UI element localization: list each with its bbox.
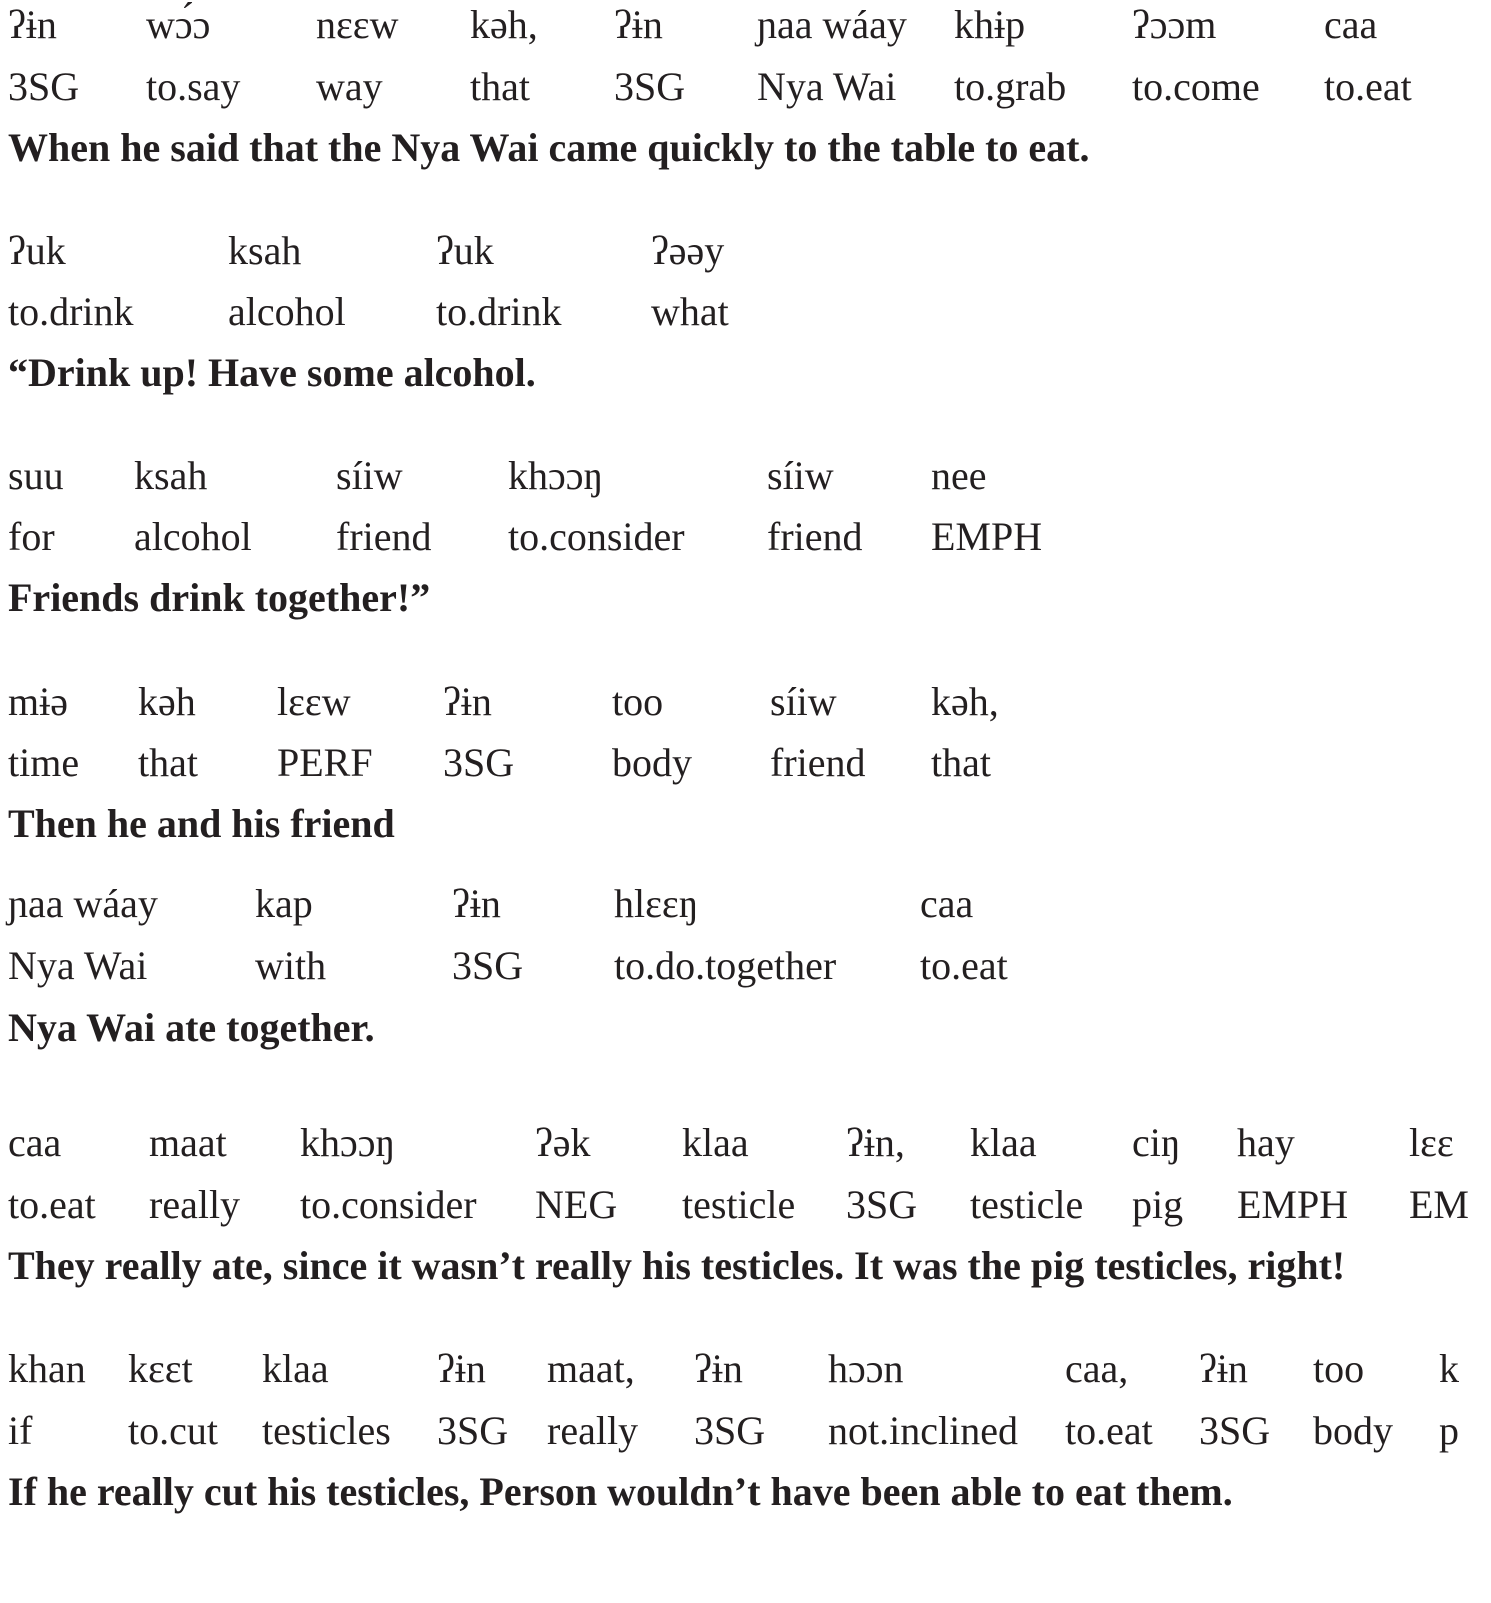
vernacular-word: ʔɨn <box>694 1346 743 1391</box>
vernacular-word: hɔɔn <box>828 1346 904 1391</box>
vernacular-word: ksah <box>134 453 208 498</box>
gloss-word: time <box>8 740 80 785</box>
vernacular-word: ʔɨn, <box>846 1120 905 1165</box>
vernacular-word: kəh, <box>931 679 999 724</box>
vernacular-line <box>0 879 1491 929</box>
vernacular-line <box>0 451 1491 501</box>
gloss-word: Nya Wai <box>8 943 148 988</box>
free-translation: “Drink up! Have some alcohol. <box>8 350 536 395</box>
gloss-line <box>0 738 1491 788</box>
gloss-word: friend <box>767 514 863 559</box>
vernacular-word: kap <box>255 881 313 926</box>
vernacular-word: klaa <box>970 1120 1037 1165</box>
vernacular-word: hlɛɛŋ <box>614 881 699 926</box>
gloss-word: if <box>8 1408 33 1453</box>
vernacular-line <box>0 1118 1491 1168</box>
vernacular-word: ʔuk <box>8 228 66 273</box>
vernacular-word: ɲaa wáay <box>757 2 907 47</box>
gloss-word: testicle <box>682 1182 796 1227</box>
vernacular-word: lɛɛw <box>277 679 351 724</box>
vernacular-word: ʔɔɔm <box>1132 2 1217 47</box>
gloss-word: 3SG <box>452 943 524 988</box>
vernacular-word: síiw <box>770 679 837 724</box>
gloss-word: alcohol <box>134 514 252 559</box>
gloss-word: to.come <box>1132 64 1260 109</box>
free-translation: They really ate, since it wasn’t really his testicles. It was the pig testicles, right! <box>8 1243 1346 1288</box>
gloss-word: to.drink <box>436 289 562 334</box>
gloss-word: for <box>8 514 55 559</box>
vernacular-line <box>0 0 1491 50</box>
vernacular-word: caa <box>8 1120 62 1165</box>
vernacular-line <box>0 1344 1491 1394</box>
free-translation: When he said that the Nya Wai came quickly to the table to eat. <box>8 125 1090 170</box>
free-translation: Friends drink together!” <box>8 575 431 620</box>
vernacular-word: ʔək <box>535 1120 591 1165</box>
gloss-word: to.do.together <box>614 943 837 988</box>
vernacular-word: too <box>1313 1346 1365 1391</box>
gloss-line <box>0 512 1491 562</box>
vernacular-word: khɔɔŋ <box>508 453 604 498</box>
gloss-word: that <box>931 740 991 785</box>
vernacular-word: k <box>1439 1346 1459 1391</box>
vernacular-word: klaa <box>262 1346 329 1391</box>
vernacular-word: klaa <box>682 1120 749 1165</box>
vernacular-word: nee <box>931 453 987 498</box>
free-translation: Then he and his friend <box>8 801 395 846</box>
gloss-word: 3SG <box>443 740 515 785</box>
gloss-word: PERF <box>277 740 373 785</box>
gloss-word: pig <box>1132 1182 1184 1227</box>
gloss-word: with <box>255 943 327 988</box>
gloss-word: 3SG <box>614 64 686 109</box>
vernacular-word: ksah <box>228 228 302 273</box>
vernacular-word: khɔɔŋ <box>300 1120 396 1165</box>
vernacular-word: ʔɨn <box>1199 1346 1248 1391</box>
vernacular-word: maat, <box>547 1346 635 1391</box>
vernacular-word: síiw <box>336 453 403 498</box>
vernacular-word: maat <box>149 1120 227 1165</box>
vernacular-word: too <box>612 679 664 724</box>
vernacular-word: hay <box>1237 1120 1295 1165</box>
gloss-word: testicle <box>970 1182 1084 1227</box>
gloss-word: to.drink <box>8 289 134 334</box>
vernacular-word: ʔuk <box>436 228 494 273</box>
gloss-line <box>0 941 1491 991</box>
vernacular-word: ciŋ <box>1132 1120 1181 1165</box>
gloss-word: to.consider <box>508 514 685 559</box>
vernacular-word: caa <box>1324 2 1378 47</box>
gloss-word: really <box>547 1408 639 1453</box>
gloss-word: 3SG <box>846 1182 918 1227</box>
vernacular-word: ʔɨn <box>437 1346 486 1391</box>
gloss-word: EMPH <box>931 514 1043 559</box>
gloss-word: to.eat <box>1324 64 1412 109</box>
free-translation: If he really cut his testicles, Person wouldn’t have been able to eat them. <box>8 1469 1233 1514</box>
gloss-line <box>0 287 1491 337</box>
gloss-word: p <box>1439 1408 1459 1453</box>
gloss-word: EMPH <box>1237 1182 1349 1227</box>
gloss-word: friend <box>770 740 866 785</box>
gloss-word: not.inclined <box>828 1408 1018 1453</box>
vernacular-word: kəh, <box>470 2 538 47</box>
gloss-word: really <box>149 1182 241 1227</box>
free-translation: Nya Wai ate together. <box>8 1005 375 1050</box>
vernacular-word: suu <box>8 453 64 498</box>
gloss-word: body <box>612 740 692 785</box>
gloss-word: 3SG <box>1199 1408 1271 1453</box>
vernacular-word: síiw <box>767 453 834 498</box>
vernacular-word: khan <box>8 1346 86 1391</box>
gloss-word: that <box>470 64 530 109</box>
vernacular-word: kɛɛt <box>128 1346 193 1391</box>
gloss-word: alcohol <box>228 289 346 334</box>
gloss-word: way <box>316 64 383 109</box>
gloss-word: to.cut <box>128 1408 218 1453</box>
vernacular-line <box>0 677 1491 727</box>
gloss-word: to.consider <box>300 1182 477 1227</box>
vernacular-word: wɔ́ɔ <box>146 2 211 47</box>
gloss-word: friend <box>336 514 432 559</box>
vernacular-word: caa <box>920 881 974 926</box>
gloss-word: testicles <box>262 1408 391 1453</box>
gloss-line <box>0 62 1491 112</box>
gloss-line <box>0 1180 1491 1230</box>
vernacular-word: lɛɛ <box>1409 1120 1454 1165</box>
vernacular-word: kəh <box>138 679 196 724</box>
vernacular-word: ɲaa wáay <box>8 881 158 926</box>
gloss-line <box>0 1406 1491 1456</box>
gloss-word: to.eat <box>8 1182 96 1227</box>
vernacular-line <box>0 226 1491 276</box>
gloss-word: to.eat <box>1065 1408 1153 1453</box>
vernacular-word: ʔəəy <box>651 228 725 273</box>
vernacular-word: caa, <box>1065 1346 1129 1391</box>
gloss-word: to.eat <box>920 943 1008 988</box>
gloss-word: EM <box>1409 1182 1469 1227</box>
gloss-word: to.say <box>146 64 241 109</box>
vernacular-word: ʔɨn <box>452 881 501 926</box>
gloss-word: NEG <box>535 1182 618 1227</box>
gloss-word: 3SG <box>694 1408 766 1453</box>
vernacular-word: mɨə <box>8 679 68 724</box>
gloss-word: 3SG <box>8 64 80 109</box>
gloss-word: body <box>1313 1408 1393 1453</box>
gloss-word: Nya Wai <box>757 64 897 109</box>
gloss-word: what <box>651 289 729 334</box>
vernacular-word: ʔɨn <box>443 679 492 724</box>
vernacular-word: nɛɛw <box>316 2 399 47</box>
vernacular-word: ʔɨn <box>8 2 57 47</box>
vernacular-word: khɨp <box>954 2 1026 47</box>
gloss-word: that <box>138 740 198 785</box>
vernacular-word: ʔɨn <box>614 2 663 47</box>
gloss-word: to.grab <box>954 64 1067 109</box>
gloss-word: 3SG <box>437 1408 509 1453</box>
